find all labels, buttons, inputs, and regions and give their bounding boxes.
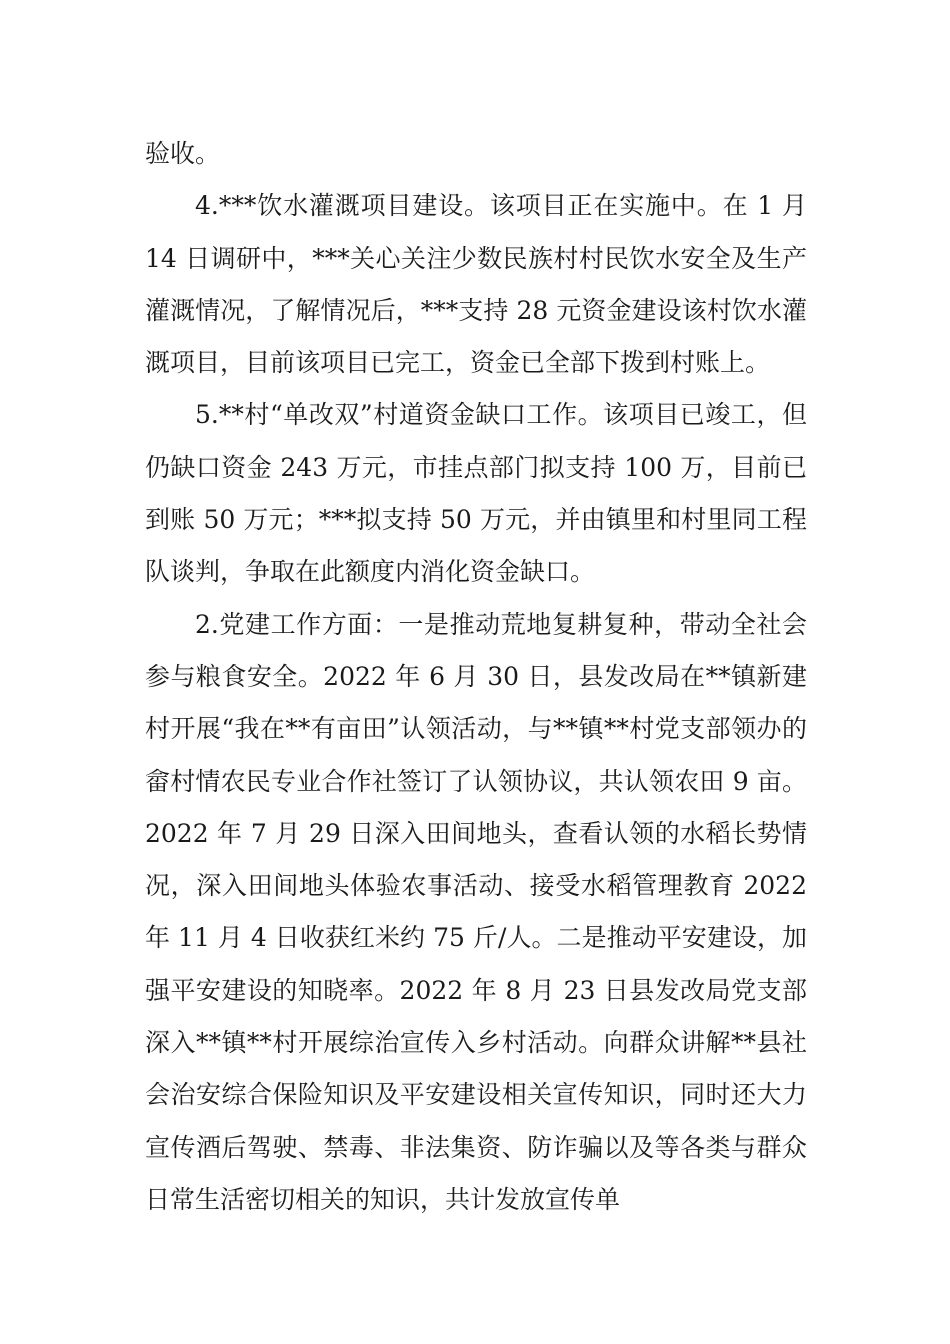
paragraph-party-building: 2.党建工作方面：一是推动荒地复耕复种，带动全社会参与粮食安全。2022 年 6 月 30 日，县发改局在**镇新建村开展“我在**有亩田”认领活动，与**镇**村党支部领办的畲村情农民专业合作社签订了认领协议，共认领农田 9 亩。2022 年 7 月 29 日深入田间地头，查看认领的水稻长势情况，深入田间地头体验农事活动、接受水稻管理教育 2022 年 11 月 4 日收获红米约 75 斤/人。二是推动平安建设，加强平安建设的知晓率。2022 年 8 月 23 日县发改局党支部深入**镇**村开展综治宣传入乡村活动。向群众讲解**县社会治安综合保险知识及平安建设相关宣传知识，同时还大力宣传酒后驾驶、禁毒、非法集资、防诈骗以及等各类与群众日常生活密切相关的知识，共计发放宣传单 — [145, 609, 807, 1214]
paragraph-item-5: 5.**村“单改双”村道资金缺口工作。该项目已竣工，但仍缺口资金 243 万元，市挂点部门拟支持 100 万，目前已到账 50 万元；***拟支持 50 万元，并由镇里和村里同工程队谈判，争取在此额度内消化资金缺口。 — [145, 400, 807, 587]
paragraph-item-4: 4.***饮水灌溉项目建设。该项目正在实施中。在 1 月 14 日调研中，***关心关注少数民族村村民饮水安全及生产灌溉情况，了解情况后，***支持 28 元资金建设该村饮水灌溉项目，目前该项目已完工，资金已全部下拨到村账上。 — [145, 191, 807, 378]
document-body — [145, 128, 807, 1226]
paragraph-continuation: 验收。 — [145, 139, 221, 168]
